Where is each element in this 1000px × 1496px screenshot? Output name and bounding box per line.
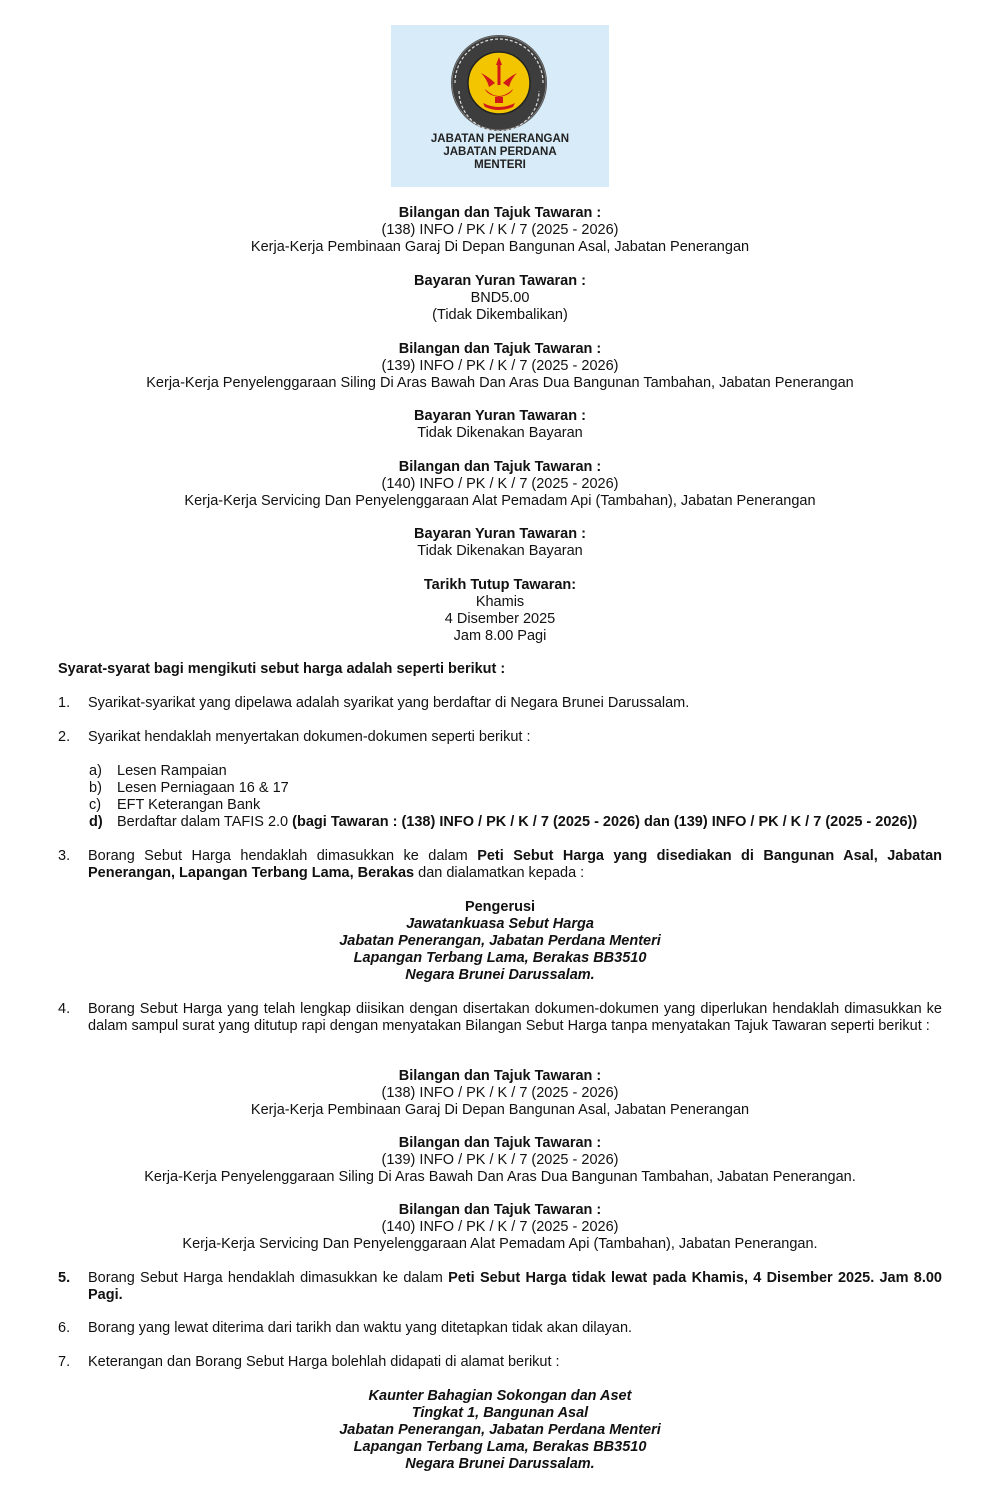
address-block-counter <box>0 1388 1000 1473</box>
envelope-code: (140) INFO / PK / K / 7 (2025 - 2026) <box>381 1219 619 1235</box>
logo-caption <box>391 133 609 172</box>
fee-amount: BND5.00 <box>470 290 530 306</box>
fee-amount: Tidak Dikenakan Bayaran <box>417 543 583 559</box>
item-text-tail: dan dialamatkan kepada : <box>418 865 585 881</box>
list-text: Lesen Perniagaan 16 & 17 <box>117 780 289 796</box>
fee-heading: Bayaran Yuran Tawaran : <box>414 526 586 542</box>
item-text-group <box>88 848 942 882</box>
address-line: Jawatankuasa Sebut Harga <box>406 916 594 932</box>
closing-date-block <box>0 577 1000 645</box>
envelope-heading: Bilangan dan Tajuk Tawaran : <box>398 1068 602 1084</box>
item-number: 4. <box>58 1001 71 1017</box>
item-number: 7. <box>58 1354 71 1370</box>
conditions-intro: Syarat-syarat bagi mengikuti sebut harga adalah seperti berikut : <box>58 661 506 677</box>
tender-heading: Bilangan dan Tajuk Tawaran : <box>398 459 602 475</box>
tender-code: (138) INFO / PK / K / 7 (2025 - 2026) <box>381 222 619 238</box>
list-text: Lesen Rampaian <box>117 763 227 779</box>
address-line: Lapangan Terbang Lama, Berakas BB3510 <box>353 1439 647 1455</box>
fee-amount: Tidak Dikenakan Bayaran <box>417 425 583 441</box>
brunei-crest-icon <box>449 33 549 133</box>
tender-code: (139) INFO / PK / K / 7 (2025 - 2026) <box>381 358 619 374</box>
envelope-heading: Bilangan dan Tajuk Tawaran : <box>398 1202 602 1218</box>
address-block-chairman <box>0 899 1000 984</box>
item-text: Borang Sebut Harga hendaklah dimasukkan ke dalam <box>88 1270 443 1286</box>
list-label: a) <box>89 763 102 779</box>
address-line: Lapangan Terbang Lama, Berakas BB3510 <box>353 950 647 966</box>
condition-item-7 <box>58 1354 942 1371</box>
tender-code: (140) INFO / PK / K / 7 (2025 - 2026) <box>381 476 619 492</box>
closing-heading: Tarikh Tutup Tawaran: <box>423 577 577 593</box>
tender-block-139 <box>0 341 1000 392</box>
address-line: Negara Brunei Darussalam. <box>405 1456 595 1472</box>
fee-block-140 <box>0 526 1000 560</box>
item-text-bold: Peti Sebut Harga yang disediakan di Bangunan Asal, Jabatan Penerangan, Lapangan Terbang Lama, Berakas <box>88 848 942 881</box>
list-label: b) <box>89 780 102 796</box>
address-line: Negara Brunei Darussalam. <box>405 967 595 983</box>
list-text-group <box>117 814 917 831</box>
list-text-bold: (bagi Tawaran : (138) INFO / PK / K / 7 (2025 - 2026) dan (139) INFO / PK / K / 7 (2025 - 2026)) <box>292 814 918 830</box>
item-number: 6. <box>58 1320 71 1336</box>
envelope-block-139 <box>0 1135 1000 1186</box>
envelope-code: (138) INFO / PK / K / 7 (2025 - 2026) <box>381 1085 619 1101</box>
condition-item-2 <box>58 729 942 746</box>
address-title: Pengerusi <box>464 899 536 915</box>
closing-date: 4 Disember 2025 <box>444 611 556 627</box>
envelope-title: Kerja-Kerja Pembinaan Garaj Di Depan Bangunan Asal, Jabatan Penerangan <box>250 1102 750 1118</box>
tender-block-140 <box>0 459 1000 510</box>
envelope-title: Kerja-Kerja Servicing Dan Penyelenggaraan Alat Pemadam Api (Tambahan), Jabatan Penerangan. <box>182 1236 818 1252</box>
item-text: Syarikat-syarikat yang dipelawa adalah syarikat yang berdaftar di Negara Brunei Darussalam. <box>88 695 690 711</box>
item-text-bold: Peti Sebut Harga tidak lewat pada Khamis, 4 Disember 2025. Jam 8.00 Pagi. <box>88 1270 942 1303</box>
item-number: 5. <box>58 1270 71 1286</box>
item-text: Syarikat hendaklah menyertakan dokumen-dokumen seperti berikut : <box>88 729 531 745</box>
tender-heading: Bilangan dan Tajuk Tawaran : <box>398 205 602 221</box>
fee-block-139 <box>0 408 1000 442</box>
tender-title: Kerja-Kerja Pembinaan Garaj Di Depan Bangunan Asal, Jabatan Penerangan <box>250 239 750 255</box>
address-line: Jabatan Penerangan, Jabatan Perdana Menteri <box>339 1422 661 1438</box>
condition-item-5 <box>58 1270 942 1304</box>
item-text-group <box>88 1270 942 1304</box>
closing-day: Khamis <box>475 594 525 610</box>
condition-item-4 <box>58 1001 942 1035</box>
closing-time: Jam 8.00 Pagi <box>453 628 547 644</box>
logo-line: JABATAN PENERANGAN <box>430 133 570 145</box>
tender-title: Kerja-Kerja Penyelenggaraan Siling Di Aras Bawah Dan Aras Dua Bangunan Tambahan, Jabatan Penerangan <box>146 375 854 391</box>
envelope-heading: Bilangan dan Tajuk Tawaran : <box>398 1135 602 1151</box>
logo-line: MENTERI <box>474 159 526 171</box>
item-text: Borang Sebut Harga hendaklah dimasukkan ke dalam <box>88 848 468 864</box>
department-logo <box>391 25 609 187</box>
condition-item-3 <box>58 848 942 882</box>
item-number: 1. <box>58 695 71 711</box>
fee-block-138 <box>0 273 1000 324</box>
list-label: c) <box>89 797 102 813</box>
envelope-title: Kerja-Kerja Penyelenggaraan Siling Di Aras Bawah Dan Aras Dua Bangunan Tambahan, Jabatan Penerangan. <box>144 1169 856 1185</box>
condition-item-6 <box>58 1320 942 1337</box>
envelope-block-138 <box>0 1068 1000 1119</box>
envelope-code: (139) INFO / PK / K / 7 (2025 - 2026) <box>381 1152 619 1168</box>
address-line: Tingkat 1, Bangunan Asal <box>411 1405 589 1421</box>
item-text: Borang Sebut Harga yang telah lengkap diisikan dengan disertakan dokumen-dokumen yang diperlukan hendaklah dimasukkan ke dalam sampul surat yang ditutup rapi dengan menyatakan Bilangan Sebut Harga tanpa menyatakan Tajuk Tawaran seperti berikut : <box>88 1001 942 1034</box>
item-text: Keterangan dan Borang Sebut Harga bolehlah didapati di alamat berikut : <box>88 1354 560 1370</box>
condition-item-1 <box>58 695 942 712</box>
fee-heading: Bayaran Yuran Tawaran : <box>414 273 586 289</box>
item-number: 3. <box>58 848 71 864</box>
address-line: Kaunter Bahagian Sokongan dan Aset <box>368 1388 632 1404</box>
item-text: Borang yang lewat diterima dari tarikh dan waktu yang ditetapkan tidak akan dilayan. <box>88 1320 633 1336</box>
tender-heading: Bilangan dan Tajuk Tawaran : <box>398 341 602 357</box>
tender-title: Kerja-Kerja Servicing Dan Penyelenggaraan Alat Pemadam Api (Tambahan), Jabatan Penerangan <box>184 493 816 509</box>
list-text: Berdaftar dalam TAFIS 2.0 <box>117 814 289 830</box>
tender-block-138 <box>0 205 1000 256</box>
fee-heading: Bayaran Yuran Tawaran : <box>414 408 586 424</box>
logo-line: JABATAN PERDANA <box>443 146 557 158</box>
envelope-block-140 <box>0 1202 1000 1253</box>
list-text: EFT Keterangan Bank <box>117 797 261 813</box>
address-line: Jabatan Penerangan, Jabatan Perdana Menteri <box>339 933 661 949</box>
fee-note: (Tidak Dikembalikan) <box>432 307 568 323</box>
list-label: d) <box>89 814 103 830</box>
item-number: 2. <box>58 729 71 745</box>
